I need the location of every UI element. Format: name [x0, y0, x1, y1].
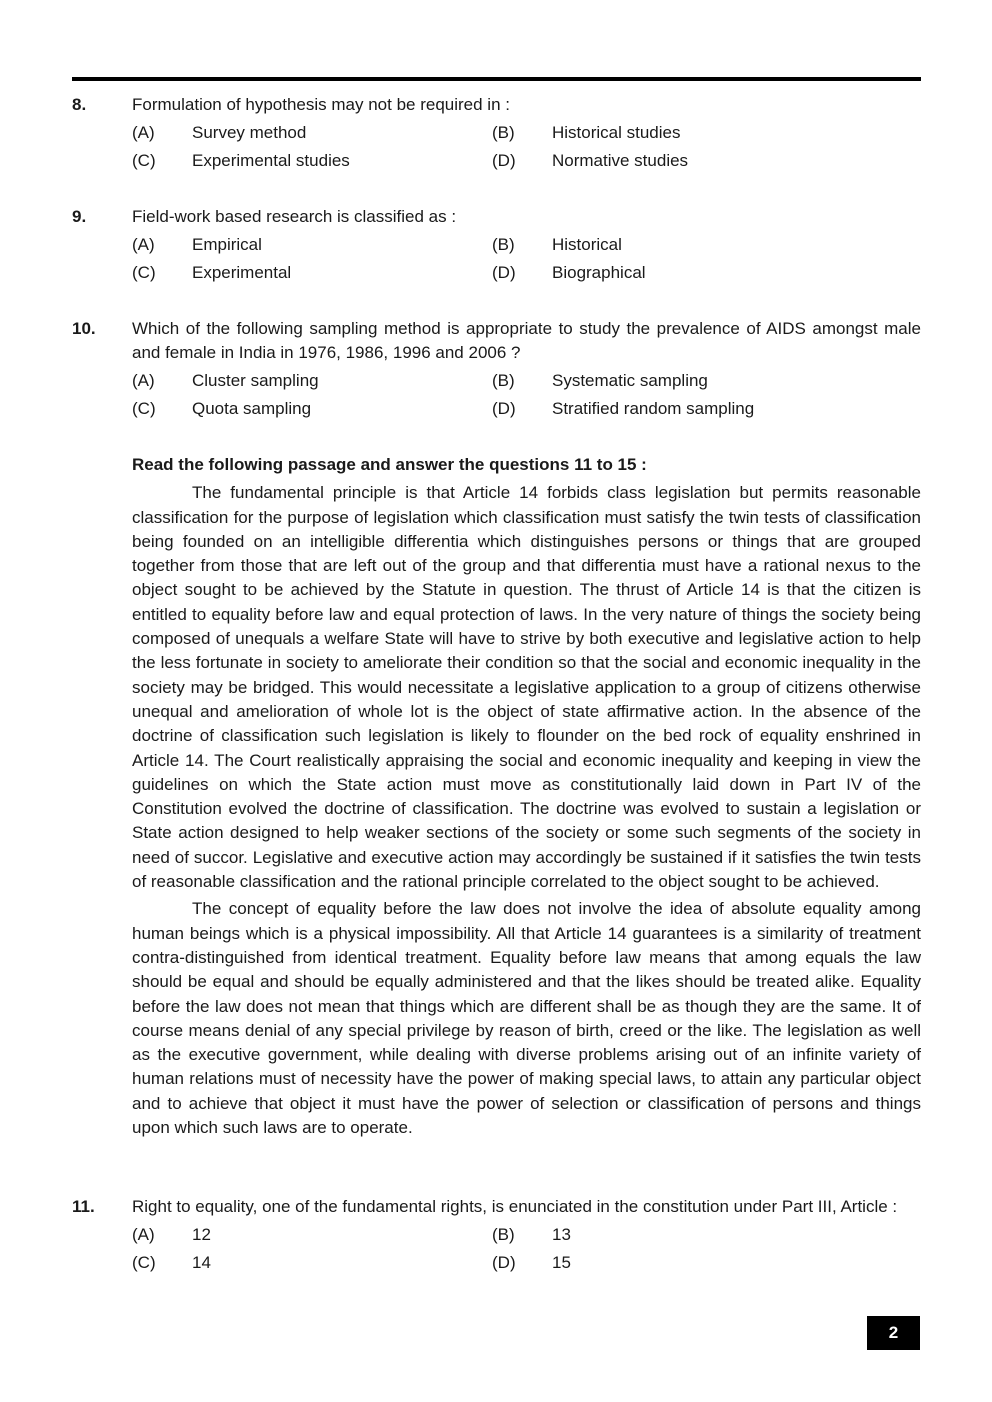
- option-text: Empirical: [192, 235, 262, 254]
- option-text: Cluster sampling: [192, 371, 319, 390]
- question-number: 11.: [72, 1197, 95, 1216]
- option-label: (C): [132, 1253, 156, 1272]
- option-label: (C): [132, 263, 156, 282]
- reading-passage: [132, 453, 921, 1143]
- option-label: (D): [492, 263, 516, 282]
- option-label: (B): [492, 1225, 515, 1244]
- option-text: 14: [192, 1253, 211, 1272]
- question-text: Which of the following sampling method is appropriate to study the prevalence of AIDS amongst male and female in India in 1976, 1986, 1996 and 2006 ?: [132, 319, 921, 362]
- option-text: Normative studies: [552, 151, 689, 170]
- top-divider: [72, 77, 921, 81]
- option-label: (A): [132, 1225, 155, 1244]
- option-label: (D): [492, 151, 516, 170]
- question-text: Field-work based research is classified as :: [132, 207, 457, 226]
- option-text: 15: [552, 1253, 571, 1272]
- question-number: 9.: [72, 207, 87, 226]
- question-8: [72, 93, 921, 177]
- option-text: 12: [192, 1225, 211, 1244]
- passage-heading: Read the following passage and answer the questions 11 to 15 :: [132, 455, 647, 474]
- option-label: (A): [132, 371, 155, 390]
- option-label: (D): [492, 1253, 516, 1272]
- option-text: Experimental: [192, 263, 292, 282]
- question-9: [72, 205, 921, 289]
- question-text: Right to equality, one of the fundamental rights, is enunciated in the constitution under Part III, Article :: [132, 1197, 898, 1216]
- option-label: (B): [492, 123, 515, 142]
- passage-paragraph-2: The concept of equality before the law does not involve the idea of absolute equality among human beings which is a physical impossibility. All that Article 14 guarantees is a similarity of treatment contra-distinguished from identical treatment. Equality before law means that among equals the law should be equal and should be equally administered and that the likes should be treated alike. Equality before the law does not mean that things which are different shall be as though they are the same. It of course means denial of any special privilege by reason of birth, creed or the like. The legislation as well as the executive government, while dealing with diverse problems arising out of an infinite variety of human relations must of necessity have the power of making special laws, to attain any particular object and to achieve that object it must have the power of selection or classification of persons and things upon which such laws are to operate.: [132, 899, 921, 1138]
- question-10: [72, 317, 921, 425]
- option-text: Stratified random sampling: [552, 399, 755, 418]
- option-label: (C): [132, 151, 156, 170]
- option-text: 13: [552, 1225, 571, 1244]
- option-text: Historical studies: [552, 123, 681, 142]
- option-label: (A): [132, 123, 155, 142]
- option-text: Experimental studies: [192, 151, 350, 170]
- option-label: (B): [492, 235, 515, 254]
- option-text: Biographical: [552, 263, 646, 282]
- question-number: 10.: [72, 319, 96, 338]
- option-label: (D): [492, 399, 516, 418]
- option-text: Systematic sampling: [552, 371, 708, 390]
- option-label: (A): [132, 235, 155, 254]
- option-text: Quota sampling: [192, 399, 312, 418]
- page-number-badge: 2: [867, 1316, 920, 1350]
- option-text: Survey method: [192, 123, 307, 142]
- passage-paragraph-1: The fundamental principle is that Article 14 forbids class legislation but permits reasonable classification for the purpose of legislation which classification must satisfy the twin tests of classification being founded on an intelligible differentia which distinguishes persons or things that are grouped together from those that are left out of the group and that differentia must have a rational nexus to the object sought to be achieved by the Statute in question. The thrust of Article 14 is that the citizen is entitled to equality before law and equal protection of laws. In the very nature of things the society being composed of unequals a welfare State will have to strive by both executive and legislative action to help the less fortunate in society to ameliorate their condition so that the social and economic inequality in the society may be bridged. This would necessitate a legislative application to a group of citizens otherwise unequal and amelioration of whole lot is the object of state affirmative action. In the absence of the doctrine of classification such legislation is likely to flounder on the bed rock of equality enshrined in Article 14. The Court realistically appraising the social and economic inequality and keeping in view the guidelines on which the State action must move as constitutionally laid down in Part IV of the Constitution evolved the doctrine of classification. The doctrine was evolved to sustain a legislation or State action designed to help weaker sections of the society or some such segments of the society in need of succor. Legislative and executive action may accordingly be sustained if it satisfies the twin tests of reasonable classification and the rational principle correlated to the object sought to be achieved.: [132, 483, 921, 892]
- question-text: Formulation of hypothesis may not be required in :: [132, 95, 510, 114]
- question-number: 8.: [72, 95, 87, 114]
- option-label: (B): [492, 371, 515, 390]
- option-label: (C): [132, 399, 156, 418]
- option-text: Historical: [552, 235, 622, 254]
- question-11: [72, 1195, 921, 1279]
